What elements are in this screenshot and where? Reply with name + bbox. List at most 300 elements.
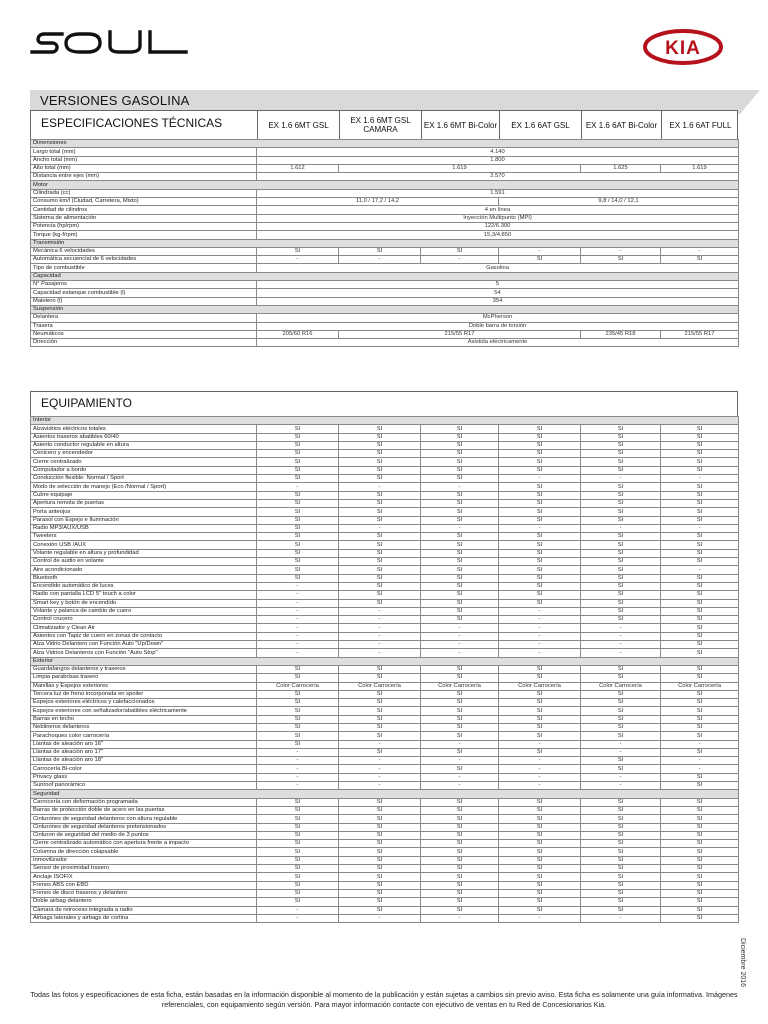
- table-row: [31, 889, 739, 897]
- row-value: SI: [661, 499, 739, 507]
- row-value: SI: [499, 707, 581, 715]
- equipment-table: [30, 416, 739, 923]
- table-row: [31, 330, 739, 338]
- row-value: SI: [339, 690, 421, 698]
- row-value: SI: [421, 491, 499, 499]
- row-value: -: [581, 247, 661, 255]
- table-row: [31, 773, 739, 781]
- row-value: SI: [581, 840, 661, 848]
- row-value: SI: [499, 591, 581, 599]
- row-value: -: [661, 475, 739, 483]
- row-value: SI: [339, 748, 421, 756]
- row-value: -: [257, 256, 339, 264]
- table-row: [31, 524, 739, 532]
- kia-logo: [642, 28, 724, 66]
- row-value: SI: [339, 516, 421, 524]
- row-value: SI: [257, 898, 339, 906]
- table-row: [31, 466, 739, 474]
- soul-logo: [28, 26, 188, 60]
- table-row: [31, 541, 739, 549]
- row-value: -: [339, 782, 421, 790]
- table-row: [31, 322, 739, 330]
- table-row: [31, 508, 739, 516]
- section-label: Capacidad: [31, 272, 739, 280]
- row-value: -: [421, 624, 499, 632]
- date-note: Diciembre 2016: [739, 938, 746, 988]
- row-value: SI: [661, 508, 739, 516]
- row-value: SI: [339, 674, 421, 682]
- row-value: SI: [421, 616, 499, 624]
- row-label: Alzavidrios eléctricos totales: [31, 425, 257, 433]
- section-label: Motor: [31, 181, 739, 189]
- row-value: SI: [499, 450, 581, 458]
- row-label: Smart key y botón de encendido: [31, 599, 257, 607]
- row-value: SI: [499, 425, 581, 433]
- table-row: [31, 757, 739, 765]
- row-value: SI: [339, 831, 421, 839]
- row-value: SI: [661, 607, 739, 615]
- row-label: Delantera: [31, 314, 257, 322]
- table-row: [31, 222, 739, 230]
- row-value: SI: [421, 499, 499, 507]
- row-label: Cierre centralizado: [31, 458, 257, 466]
- row-label: Potencia (hp/rpm): [31, 222, 257, 230]
- row-value: -: [581, 524, 661, 532]
- row-value: SI: [421, 881, 499, 889]
- row-label: Sensor de proximidad trasero: [31, 865, 257, 873]
- row-value: SI: [499, 815, 581, 823]
- table-row: [31, 881, 739, 889]
- table-row: [31, 898, 739, 906]
- row-value: SI: [581, 558, 661, 566]
- row-value: SI: [581, 516, 661, 524]
- row-value: -: [499, 632, 581, 640]
- row-value: Gasolina: [257, 264, 739, 272]
- row-value: SI: [581, 881, 661, 889]
- row-value: -: [499, 607, 581, 615]
- row-value: -: [581, 475, 661, 483]
- row-value: -: [339, 524, 421, 532]
- row-value: SI: [421, 798, 499, 806]
- row-label: Neblineros delanteros: [31, 723, 257, 731]
- row-value: SI: [499, 533, 581, 541]
- table-row: [31, 247, 739, 255]
- row-value: SI: [499, 466, 581, 474]
- row-label: Cinturones de seguridad delanteros pretensionados: [31, 823, 257, 831]
- row-value: 235/45 R18: [581, 330, 661, 338]
- row-value: -: [257, 757, 339, 765]
- row-value: SI: [339, 582, 421, 590]
- row-value: SI: [661, 865, 739, 873]
- row-value: -: [499, 914, 581, 922]
- row-value: SI: [581, 757, 661, 765]
- row-value: Color Carrocería: [339, 682, 421, 690]
- row-value: SI: [499, 806, 581, 814]
- row-value: SI: [661, 256, 739, 264]
- row-value: SI: [421, 508, 499, 516]
- row-value: 5: [257, 281, 739, 289]
- row-value: SI: [339, 898, 421, 906]
- table-row: [31, 665, 739, 673]
- row-value: SI: [339, 840, 421, 848]
- row-value: SI: [257, 865, 339, 873]
- table-row: [31, 214, 739, 222]
- row-value: SI: [661, 889, 739, 897]
- section-row: [31, 305, 739, 313]
- row-value: 354: [257, 297, 739, 305]
- row-value: -: [421, 483, 499, 491]
- row-value: SI: [257, 541, 339, 549]
- row-value: SI: [421, 425, 499, 433]
- row-value: 9,8 / 14,0 / 12,1: [499, 198, 739, 206]
- row-value: SI: [421, 873, 499, 881]
- row-label: Guardafangos delanteros y traseros: [31, 665, 257, 673]
- row-value: SI: [581, 533, 661, 541]
- row-value: SI: [421, 607, 499, 615]
- row-value: SI: [421, 674, 499, 682]
- row-value: SI: [661, 906, 739, 914]
- row-value: SI: [421, 591, 499, 599]
- column-header-4: EX 1.6 6AT GSL: [499, 111, 581, 139]
- table-row: [31, 715, 739, 723]
- row-value: SI: [661, 856, 739, 864]
- row-value: SI: [661, 782, 739, 790]
- row-value: SI: [421, 715, 499, 723]
- table-row: [31, 549, 739, 557]
- row-value: SI: [661, 732, 739, 740]
- table-row: [31, 458, 739, 466]
- row-value: SI: [499, 798, 581, 806]
- row-value: SI: [339, 848, 421, 856]
- row-value: -: [257, 483, 339, 491]
- section-row: [31, 181, 739, 189]
- row-label: Ancho total (mm): [31, 156, 257, 164]
- section-row: [31, 272, 739, 280]
- row-value: SI: [661, 823, 739, 831]
- row-value: SI: [257, 715, 339, 723]
- row-label: Largo total (mm): [31, 148, 257, 156]
- row-value: -: [581, 649, 661, 657]
- row-value: SI: [499, 582, 581, 590]
- svg-text:KIA: KIA: [665, 38, 701, 59]
- table-row: [31, 314, 739, 322]
- row-label: Asientos con Tapiz de cuero en zonas de contacto: [31, 632, 257, 640]
- table-row: [31, 906, 739, 914]
- row-value: 11,0 / 17,2 / 14,2: [257, 198, 499, 206]
- row-value: SI: [499, 732, 581, 740]
- row-value: SI: [499, 723, 581, 731]
- row-label: Radio MP3/AUX/USB: [31, 524, 257, 532]
- row-value: SI: [339, 508, 421, 516]
- row-value: SI: [661, 815, 739, 823]
- row-value: SI: [499, 881, 581, 889]
- row-value: -: [257, 641, 339, 649]
- row-value: 15,3/4.850: [257, 231, 739, 239]
- row-label: Cierre centralizado automático con apertura frente a impacto: [31, 840, 257, 848]
- row-value: SI: [661, 591, 739, 599]
- row-value: SI: [257, 549, 339, 557]
- table-row: [31, 690, 739, 698]
- row-value: SI: [499, 574, 581, 582]
- row-value: SI: [499, 665, 581, 673]
- row-value: SI: [339, 458, 421, 466]
- row-value: SI: [257, 848, 339, 856]
- row-value: SI: [661, 441, 739, 449]
- row-value: SI: [339, 574, 421, 582]
- column-header-5: EX 1.6 6AT Bi-Color: [581, 111, 661, 139]
- row-label: Alza Vidrios Delanteros con Función "Auto Stop": [31, 649, 257, 657]
- row-value: -: [257, 624, 339, 632]
- spec-header: [30, 110, 738, 140]
- row-value: -: [339, 624, 421, 632]
- row-label: Barras en techo: [31, 715, 257, 723]
- row-label: N° Pasajeros: [31, 281, 257, 289]
- table-row: [31, 798, 739, 806]
- table-row: [31, 533, 739, 541]
- row-label: Carrocería con deformación programada: [31, 798, 257, 806]
- row-value: Color Carrocería: [661, 682, 739, 690]
- row-value: SI: [257, 425, 339, 433]
- row-value: SI: [499, 748, 581, 756]
- table-row: [31, 699, 739, 707]
- row-value: -: [421, 524, 499, 532]
- row-value: SI: [339, 865, 421, 873]
- table-row: [31, 206, 739, 214]
- row-label: Llantas de aleación aro 17": [31, 748, 257, 756]
- row-value: SI: [421, 433, 499, 441]
- row-value: SI: [581, 898, 661, 906]
- table-row: [31, 189, 739, 197]
- row-value: SI: [499, 823, 581, 831]
- table-row: [31, 599, 739, 607]
- row-label: Modo de selección de manejo (Eco /Normal / Sport): [31, 483, 257, 491]
- row-label: Parasol con Espejo e Iluminación: [31, 516, 257, 524]
- table-row: [31, 264, 739, 272]
- row-label: Alza Vidrio Delantero con Función Auto "Up/Down": [31, 641, 257, 649]
- row-value: SI: [339, 889, 421, 897]
- table-row: [31, 840, 739, 848]
- row-label: Control de audio en volante: [31, 558, 257, 566]
- row-value: SI: [257, 516, 339, 524]
- row-value: Color Carrocería: [499, 682, 581, 690]
- row-value: SI: [581, 616, 661, 624]
- row-value: SI: [581, 906, 661, 914]
- row-value: SI: [499, 690, 581, 698]
- row-value: SI: [581, 607, 661, 615]
- row-value: SI: [257, 574, 339, 582]
- row-value: -: [339, 632, 421, 640]
- row-value: SI: [339, 881, 421, 889]
- row-label: Mecánica 6 velocidades: [31, 247, 257, 255]
- table-row: [31, 558, 739, 566]
- row-label: Tercera luz de freno incorporada en spoiler: [31, 690, 257, 698]
- row-value: SI: [257, 247, 339, 255]
- row-value: -: [257, 906, 339, 914]
- table-row: [31, 607, 739, 615]
- row-value: -: [499, 740, 581, 748]
- row-value: SI: [581, 483, 661, 491]
- row-label: Anclaje ISOFIX: [31, 873, 257, 881]
- row-value: SI: [499, 508, 581, 516]
- row-value: SI: [339, 499, 421, 507]
- row-value: SI: [257, 723, 339, 731]
- row-label: Alto total (mm): [31, 164, 257, 172]
- row-value: SI: [421, 865, 499, 873]
- row-value: -: [499, 247, 581, 255]
- row-value: SI: [661, 458, 739, 466]
- row-value: -: [661, 740, 739, 748]
- table-row: [31, 339, 739, 347]
- row-value: SI: [421, 533, 499, 541]
- row-value: SI: [421, 823, 499, 831]
- row-value: SI: [257, 873, 339, 881]
- row-label: Radio con pantalla LCD 5" touch a color: [31, 591, 257, 599]
- row-value: SI: [257, 815, 339, 823]
- row-label: Sunroof panorámico: [31, 782, 257, 790]
- row-value: SI: [581, 831, 661, 839]
- row-value: SI: [339, 815, 421, 823]
- row-value: -: [257, 782, 339, 790]
- row-value: SI: [339, 466, 421, 474]
- table-row: [31, 674, 739, 682]
- row-label: Cilindrada (cc): [31, 189, 257, 197]
- table-row: [31, 574, 739, 582]
- table-row: [31, 433, 739, 441]
- row-value: SI: [499, 558, 581, 566]
- table-row: [31, 682, 739, 690]
- row-label: Consumo km/l (Ciudad, Carretera, Mixto): [31, 198, 257, 206]
- row-value: SI: [499, 898, 581, 906]
- row-value: Color Carrocería: [421, 682, 499, 690]
- row-value: -: [661, 566, 739, 574]
- row-value: SI: [661, 450, 739, 458]
- table-row: [31, 566, 739, 574]
- row-value: SI: [661, 806, 739, 814]
- row-label: Torque (kg-f/rpm): [31, 231, 257, 239]
- section-label: Transmisión: [31, 239, 739, 247]
- row-value: 1.619: [339, 164, 581, 172]
- row-value: SI: [581, 541, 661, 549]
- spec-header-label: ESPECIFICACIONES TÉCNICAS: [41, 116, 223, 130]
- row-value: SI: [581, 690, 661, 698]
- table-row: [31, 475, 739, 483]
- row-value: -: [499, 524, 581, 532]
- row-value: SI: [661, 483, 739, 491]
- row-value: SI: [421, 549, 499, 557]
- row-value: SI: [257, 499, 339, 507]
- row-value: 4 en línea: [257, 206, 739, 214]
- section-row: [31, 140, 739, 148]
- row-value: SI: [581, 873, 661, 881]
- row-value: SI: [661, 616, 739, 624]
- row-label: Volante regulable en altura y profundidad: [31, 549, 257, 557]
- row-value: SI: [339, 475, 421, 483]
- row-value: SI: [661, 574, 739, 582]
- row-value: SI: [581, 433, 661, 441]
- row-value: SI: [339, 441, 421, 449]
- row-value: SI: [257, 798, 339, 806]
- row-value: SI: [661, 798, 739, 806]
- row-value: 54: [257, 289, 739, 297]
- table-row: [31, 707, 739, 715]
- row-label: Limpia parabrisas trasero: [31, 674, 257, 682]
- row-value: SI: [421, 599, 499, 607]
- row-value: SI: [257, 433, 339, 441]
- versiones-title: VERSIONES GASOLINA: [40, 93, 190, 108]
- row-value: SI: [257, 491, 339, 499]
- row-value: SI: [421, 475, 499, 483]
- row-label: Barras de protección doble de acero en las puertas: [31, 806, 257, 814]
- row-value: -: [339, 914, 421, 922]
- row-value: SI: [581, 566, 661, 574]
- row-value: SI: [661, 541, 739, 549]
- row-value: SI: [661, 840, 739, 848]
- row-value: -: [339, 641, 421, 649]
- row-label: Columna de dirección colapsable: [31, 848, 257, 856]
- row-value: SI: [661, 690, 739, 698]
- row-value: SI: [257, 840, 339, 848]
- table-row: [31, 516, 739, 524]
- row-value: SI: [661, 674, 739, 682]
- table-row: [31, 289, 739, 297]
- row-label: Porta anteojos: [31, 508, 257, 516]
- row-label: Distancia entre ejes (mm): [31, 173, 257, 181]
- section-row: [31, 790, 739, 798]
- table-row: [31, 441, 739, 449]
- row-value: -: [257, 616, 339, 624]
- row-value: SI: [257, 458, 339, 466]
- row-value: SI: [339, 798, 421, 806]
- row-value: SI: [661, 516, 739, 524]
- table-row: [31, 632, 739, 640]
- row-label: Cenicero y encendedor: [31, 450, 257, 458]
- row-value: -: [661, 757, 739, 765]
- row-value: SI: [499, 856, 581, 864]
- row-value: SI: [339, 873, 421, 881]
- row-value: SI: [581, 458, 661, 466]
- row-value: SI: [421, 707, 499, 715]
- row-value: SI: [499, 483, 581, 491]
- row-value: 215/55 R17: [661, 330, 739, 338]
- row-value: SI: [339, 906, 421, 914]
- row-value: SI: [421, 748, 499, 756]
- row-value: SI: [257, 690, 339, 698]
- row-value: -: [339, 773, 421, 781]
- table-row: [31, 732, 739, 740]
- row-value: -: [421, 773, 499, 781]
- row-label: Asientos traseros abatibles 60/40: [31, 433, 257, 441]
- row-value: SI: [661, 748, 739, 756]
- table-row: [31, 815, 739, 823]
- table-row: [31, 723, 739, 731]
- row-value: SI: [499, 865, 581, 873]
- row-value: Color Carrocería: [581, 682, 661, 690]
- row-label: Sistema de alimentación: [31, 214, 257, 222]
- row-value: SI: [661, 848, 739, 856]
- row-value: SI: [499, 256, 581, 264]
- row-value: SI: [421, 765, 499, 773]
- row-value: SI: [257, 533, 339, 541]
- row-value: -: [581, 773, 661, 781]
- row-value: SI: [499, 491, 581, 499]
- row-value: SI: [257, 831, 339, 839]
- row-label: Tweeters: [31, 533, 257, 541]
- row-value: SI: [257, 450, 339, 458]
- row-value: SI: [661, 599, 739, 607]
- row-value: SI: [581, 665, 661, 673]
- row-value: -: [257, 591, 339, 599]
- table-row: [31, 740, 739, 748]
